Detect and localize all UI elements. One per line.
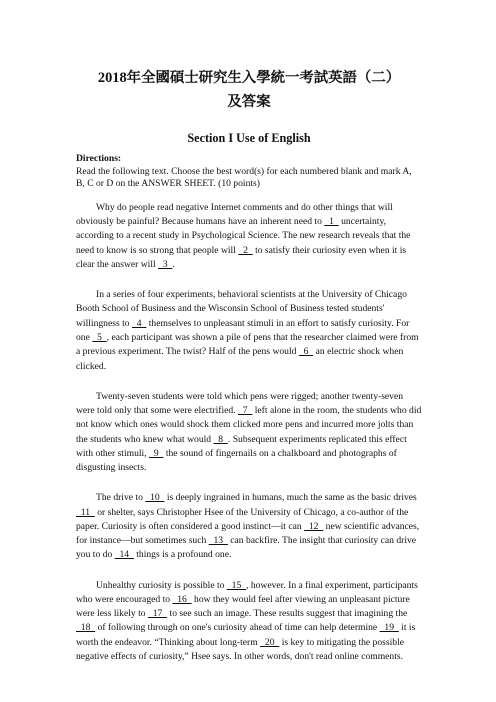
answer-blank: 18 [76, 622, 96, 634]
passage-text: to satisfy their curiosity even when it is clear the answer will [76, 244, 407, 270]
answer-blank: 17 [147, 608, 168, 620]
answer-blank: 10 [145, 492, 165, 504]
paragraph-4 [76, 491, 422, 562]
paragraph-1 [76, 201, 422, 272]
passage-text: . [172, 259, 175, 270]
passage-text: an electric shock when clicked. [76, 346, 404, 372]
passage-text: of following through on one's curiosity ahead of time can help determine [95, 622, 380, 634]
answer-blank: 4 [131, 317, 147, 329]
answer-blank: 14 [114, 549, 134, 561]
answer-blank: 8 [213, 433, 228, 445]
passage-text: things is a profound one. [133, 549, 232, 561]
passage-text: to see such an image. These results suggest that imagining the [167, 608, 408, 620]
answer-blank: 2 [238, 244, 253, 256]
passage-text: uncertainty, according to a recent study in Psychological Science. The new research reveals that the need to know is so strong that people will [76, 216, 411, 256]
title-line-2: 及答案 [227, 94, 271, 110]
directions-text: Read the following text. Choose the best word(s) for each numbered blank and mark A, B, C or D on the ANSWER SHEET. (10 points) [76, 166, 412, 190]
paragraph-3 [76, 390, 422, 476]
answer-blank: 3 [158, 259, 173, 270]
passage-text: In a series of four experiments, behavioral scientists at the University of Chicago Booth School of Business and the Wisconsin School of Business tested students' willingness to [76, 289, 407, 329]
passage [76, 201, 422, 665]
answer-blank: 9 [149, 447, 164, 459]
directions-label: Directions: [76, 153, 122, 164]
paragraph-2 [76, 288, 422, 374]
passage-text: is key to mitigating the possible negative effects of curiosity,” Hsee says. In other words, don't read online comments. [76, 636, 405, 663]
passage-text: themselves to unpleasant stimuli in an effort to satisfy curiosity. For one [76, 317, 410, 343]
answer-blank: 11 [76, 506, 95, 518]
passage-text: Why do people read negative Internet comments and do other things that will obviously be painful? Because humans have an inherent need to [76, 201, 393, 228]
passage-text: , each participant was shown a pile of pens that the researcher claimed were from a previous experiment. The twist? Half of the pens would [76, 331, 419, 358]
passage-text: or shelter, says Christopher Hsee of the University of Chicago, a co-author of the paper. Curiosity is often considered a good instinct—it can [76, 506, 409, 532]
passage-text: Twenty-seven students were told which pens were rigged; another twenty-seven were told only that some were electrified. [76, 390, 404, 416]
passage-text: Unhealthy curiosity is possible to [96, 579, 227, 591]
answer-blank: 7 [237, 404, 253, 416]
passage-text: can backfire. The insight that curiosity can drive you to do [76, 535, 417, 561]
passage-text: it is worth the endeavor. “Thinking about long-term [76, 622, 416, 648]
paragraph-5 [76, 579, 422, 665]
passage-text: is deeply ingrained in humans, much the same as the basic drives [164, 492, 417, 504]
passage-text: left alone in the room, the students who did not know which ones would shock them clicked more pens and incurred more jolts than the students who knew what would [76, 404, 422, 445]
passage-text: The drive to [96, 492, 146, 504]
passage-text: the sound of fingernails on a chalkboard and photographs of disgusting insects. [76, 447, 397, 474]
answer-blank: 13 [208, 535, 228, 547]
answer-blank: 15 [226, 579, 247, 591]
answer-blank: 1 [324, 216, 339, 228]
passage-text: new scientific advances, for instance—but sometimes such [76, 520, 420, 547]
document-title [76, 66, 422, 114]
section-heading: Section I Use of English [187, 131, 311, 145]
title-line-1: 2018年全國碩士研究生入學統一考試英語（二） [97, 70, 401, 86]
answer-blank: 16 [172, 593, 192, 605]
passage-text: . Subsequent experiments replicated this effect with other stimuli, [76, 433, 407, 459]
answer-blank: 5 [92, 331, 107, 343]
answer-blank: 19 [379, 622, 399, 634]
answer-blank: 6 [298, 346, 314, 358]
answer-blank: 12 [304, 520, 324, 532]
passage-text: , however. In a final experiment, participants who were encouraged to [76, 579, 418, 605]
answer-blank: 20 [260, 636, 280, 648]
passage-text: how they would feel after viewing an unpleasant picture were less likely to [76, 593, 410, 620]
